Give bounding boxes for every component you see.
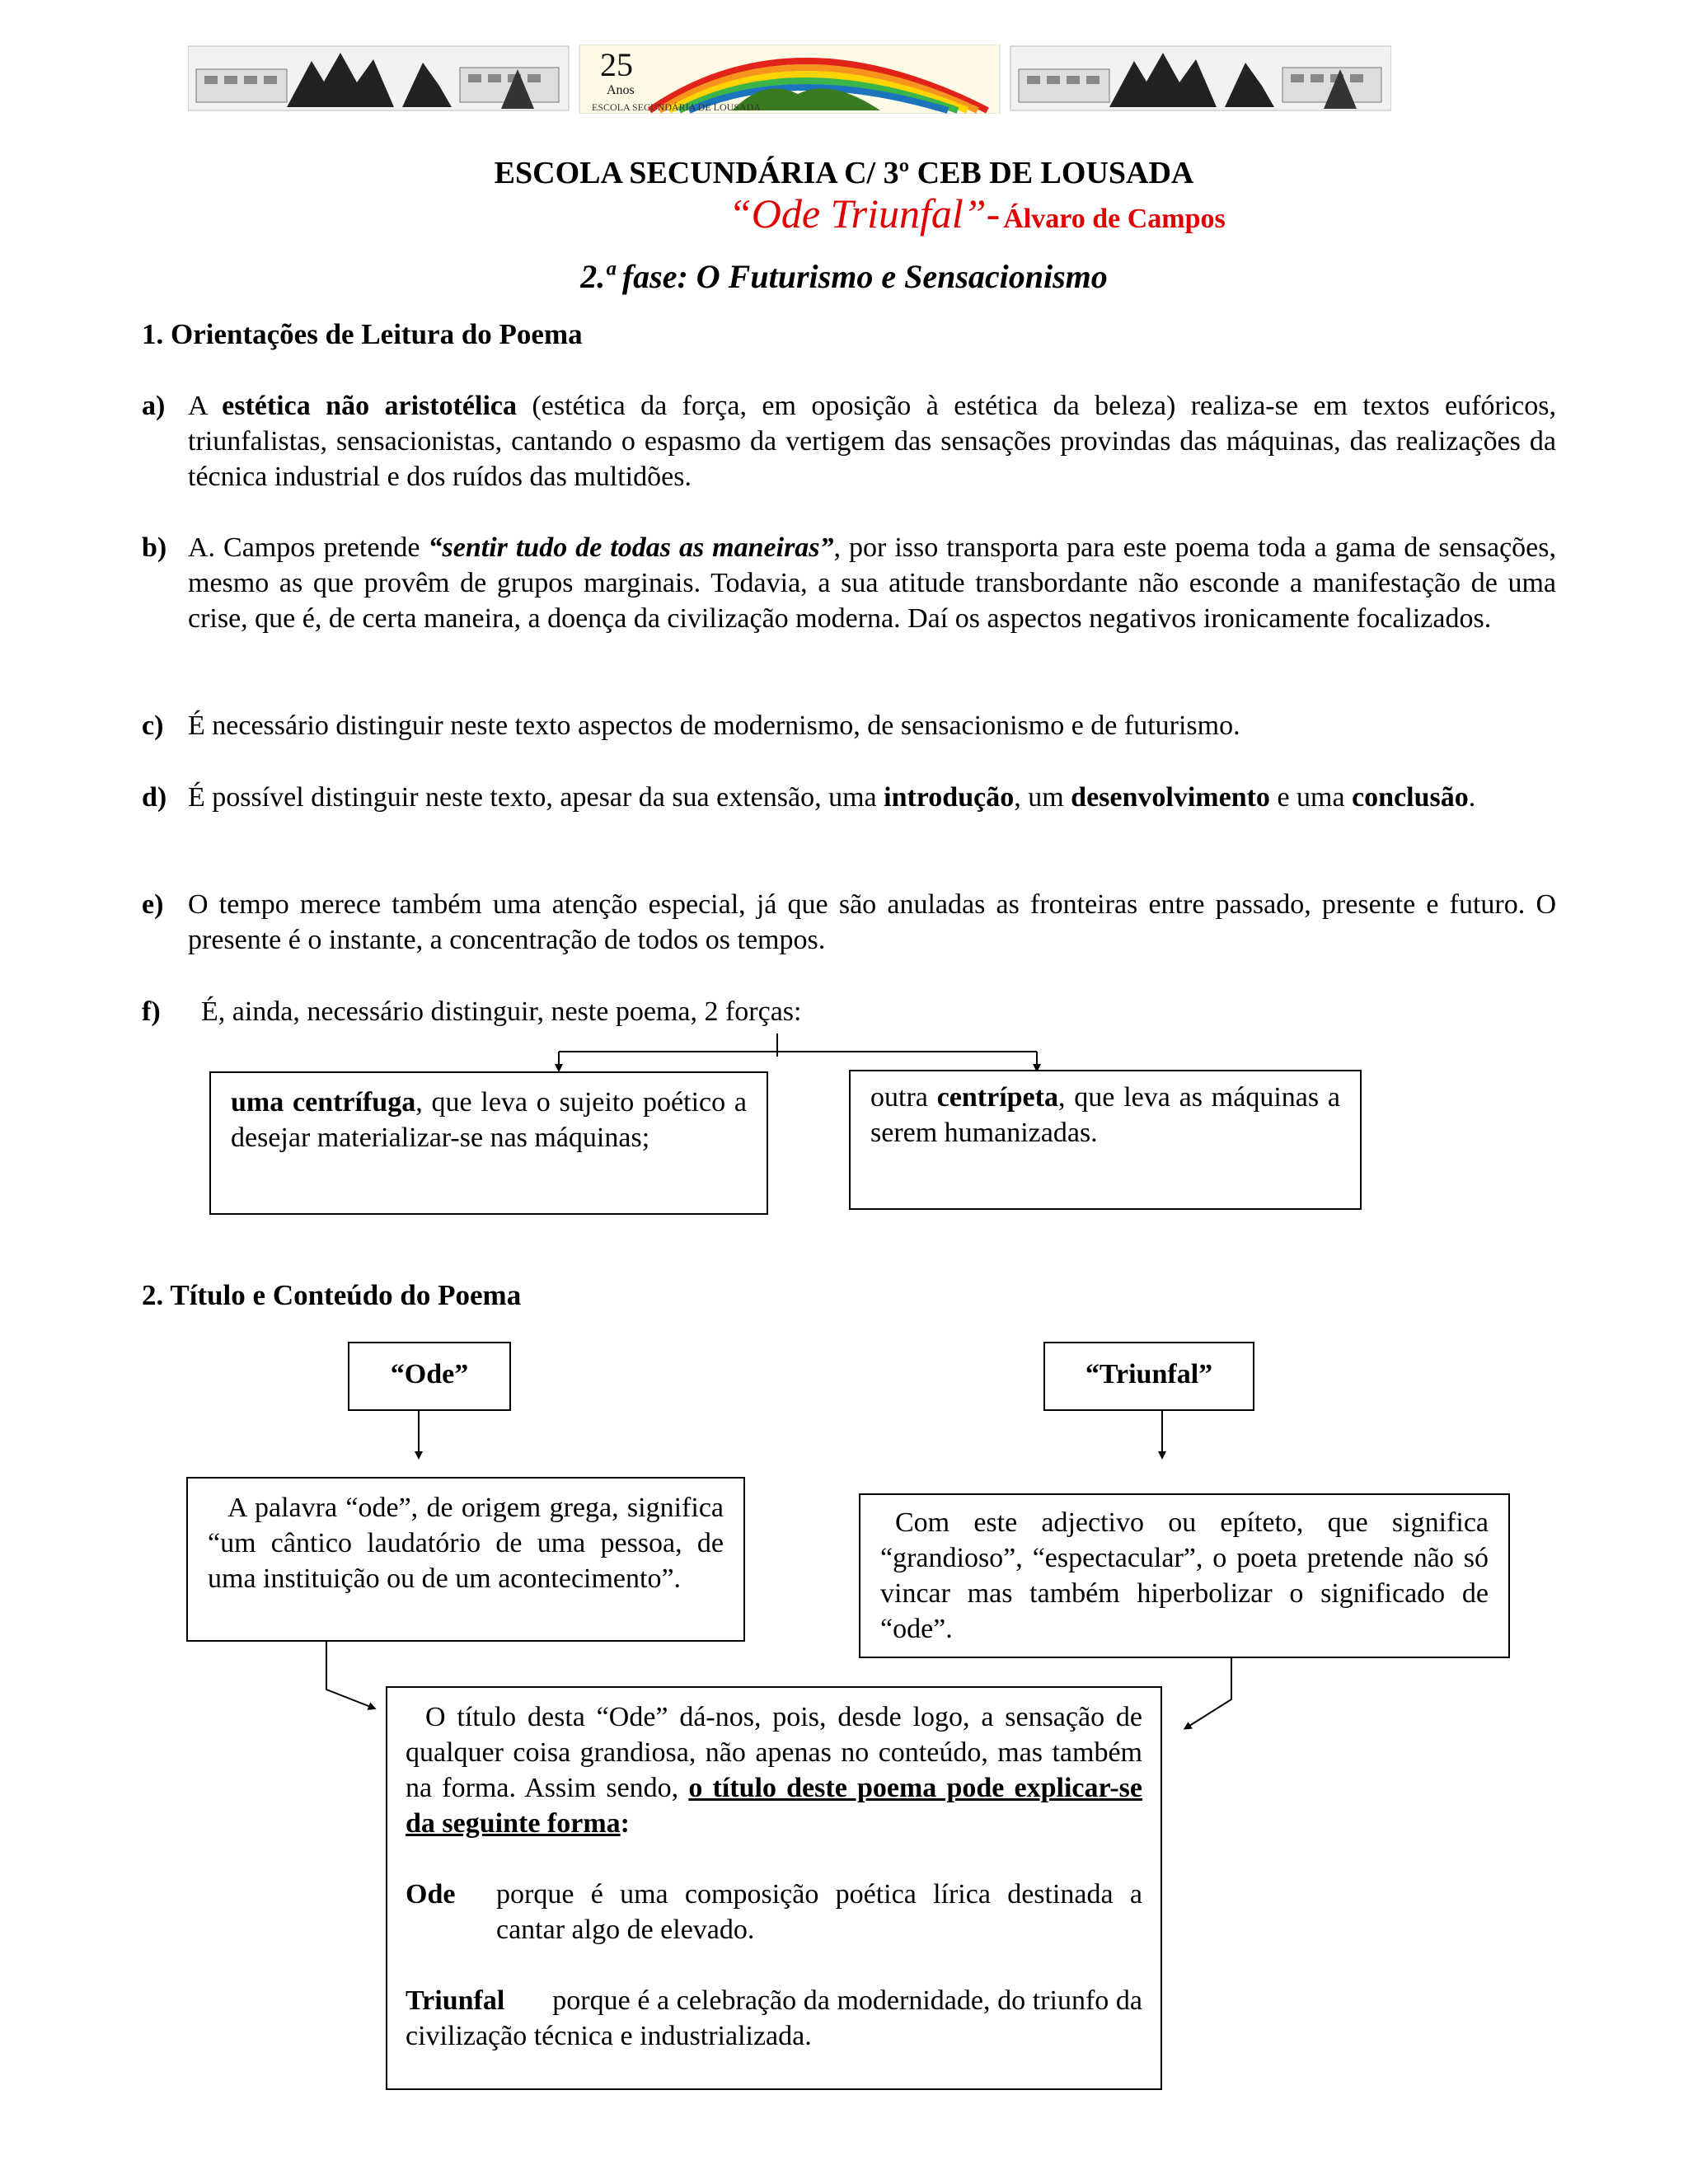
item-f-label: f) (142, 996, 161, 1027)
force-right-bold: centrípeta (936, 1082, 1058, 1113)
item-d-label: d) (142, 782, 167, 813)
item-a-text: A estética não aristotélica (estética da força, em oposição à estética da beleza) realiza-se em textos eufóricos, triunfalistas, sensacionistas, cantando o espasmo da vertigem das sensações provindas das máquinas, das realizações da técnica industrial e dos ruídos das multidões. (188, 391, 1556, 492)
item-c-label: c) (142, 710, 164, 741)
item-c-text: É necessário distinguir neste texto aspectos de modernismo, de sensacionismo e de futurismo. (188, 710, 1240, 741)
def-ode (406, 1877, 1142, 1947)
poem-author: Álvaro de Campos (1003, 204, 1226, 234)
section2-heading: 2. Título e Conteúdo do Poema (142, 1279, 522, 1311)
force-left-bold: uma centrífuga (231, 1087, 416, 1118)
banner-school-strip: ESCOLA SECUNDÁRIA DE LOUSADA (592, 101, 762, 113)
triunfal-label-box: “Triunfal” (1043, 1342, 1254, 1411)
summary-paragraph: O título desta “Ode” dá-nos, pois, desde logo, a sensação de qualquer coisa grandiosa, não apenas no conteúdo, mas também na forma. Assim sendo, o título deste poema pode explicar-se da seguinte forma: (406, 1702, 1142, 1839)
item-b-bold: “sentir tudo de todas as maneiras” (428, 532, 834, 563)
banner-anniversary: 25 (600, 46, 633, 83)
title-summary-box (386, 1686, 1162, 2090)
item-b-label: b) (142, 532, 167, 563)
item-e-label: e) (142, 889, 164, 920)
ode-meaning-box: A palavra “ode”, de origem grega, significa “um cântico laudatório de uma pessoa, de uma instituição ou de um acontecimento”. (186, 1477, 745, 1642)
def-ode-text: porque é uma composição poética lírica destinada a cantar algo de elevado. (496, 1879, 1142, 1945)
section1-heading: 1. Orientações de Leitura do Poema (142, 318, 583, 350)
item-a-label: a) (142, 391, 166, 421)
force-centrifugal-box: uma centrífuga, que leva o sujeito poético a desejar materializar-se nas máquinas; (209, 1071, 768, 1215)
def-triunfal-text: porque é a celebração da modernidade, do triunfo da civilização técnica e industrializada. (406, 1985, 1142, 2051)
poem-title-text: “Ode Triunfal”- (729, 190, 1001, 237)
ode-label-box: “Ode” (348, 1342, 511, 1411)
phase-heading: 2.ª fase: O Futurismo e Sensacionismo (580, 258, 1108, 295)
def-triunfal (406, 1983, 1142, 2054)
def-ode-term: Ode (406, 1879, 456, 1910)
item-d-text: É possível distinguir neste texto, apesar da sua extensão, uma introdução, um desenvolvimento e uma conclusão. (188, 782, 1476, 813)
summary-underlined: o título deste poema pode explicar-se da seguinte forma (406, 1773, 1142, 1839)
triunfal-meaning-box: Com este adjectivo ou epíteto, que significa “grandioso”, “espectacular”, o poeta pretende não só vincar mas também hiperbolizar o significado de “ode”. (859, 1493, 1510, 1658)
item-e-text: O tempo merece também uma atenção especial, já que são anuladas as fronteiras entre passado, presente e futuro. O presente é o instante, a concentração de todos os tempos. (188, 889, 1556, 955)
banner-anos: Anos (607, 83, 635, 97)
item-a-bold: estética não aristotélica (222, 391, 517, 421)
def-triunfal-term: Triunfal (406, 1985, 505, 2016)
school-title: ESCOLA SECUNDÁRIA C/ 3º CEB DE LOUSADA (494, 156, 1194, 190)
force-centripetal-box: outra centrípeta, que leva as máquinas a serem humanizadas. (849, 1070, 1362, 1210)
item-b-text: A. Campos pretende “sentir tudo de todas as maneiras”, por isso transporta para este poema toda a gama de sensações, mesmo as que provêm de grupos marginais. Todavia, a sua atitude transbordante não esconde a manifestação de uma crise, que é, de certa maneira, a doença da civilização moderna. Daí os aspectos negativos ironicamente focalizados. (188, 532, 1556, 634)
item-f-text: É, ainda, necessário distinguir, neste poema, 2 forças: (201, 996, 802, 1027)
